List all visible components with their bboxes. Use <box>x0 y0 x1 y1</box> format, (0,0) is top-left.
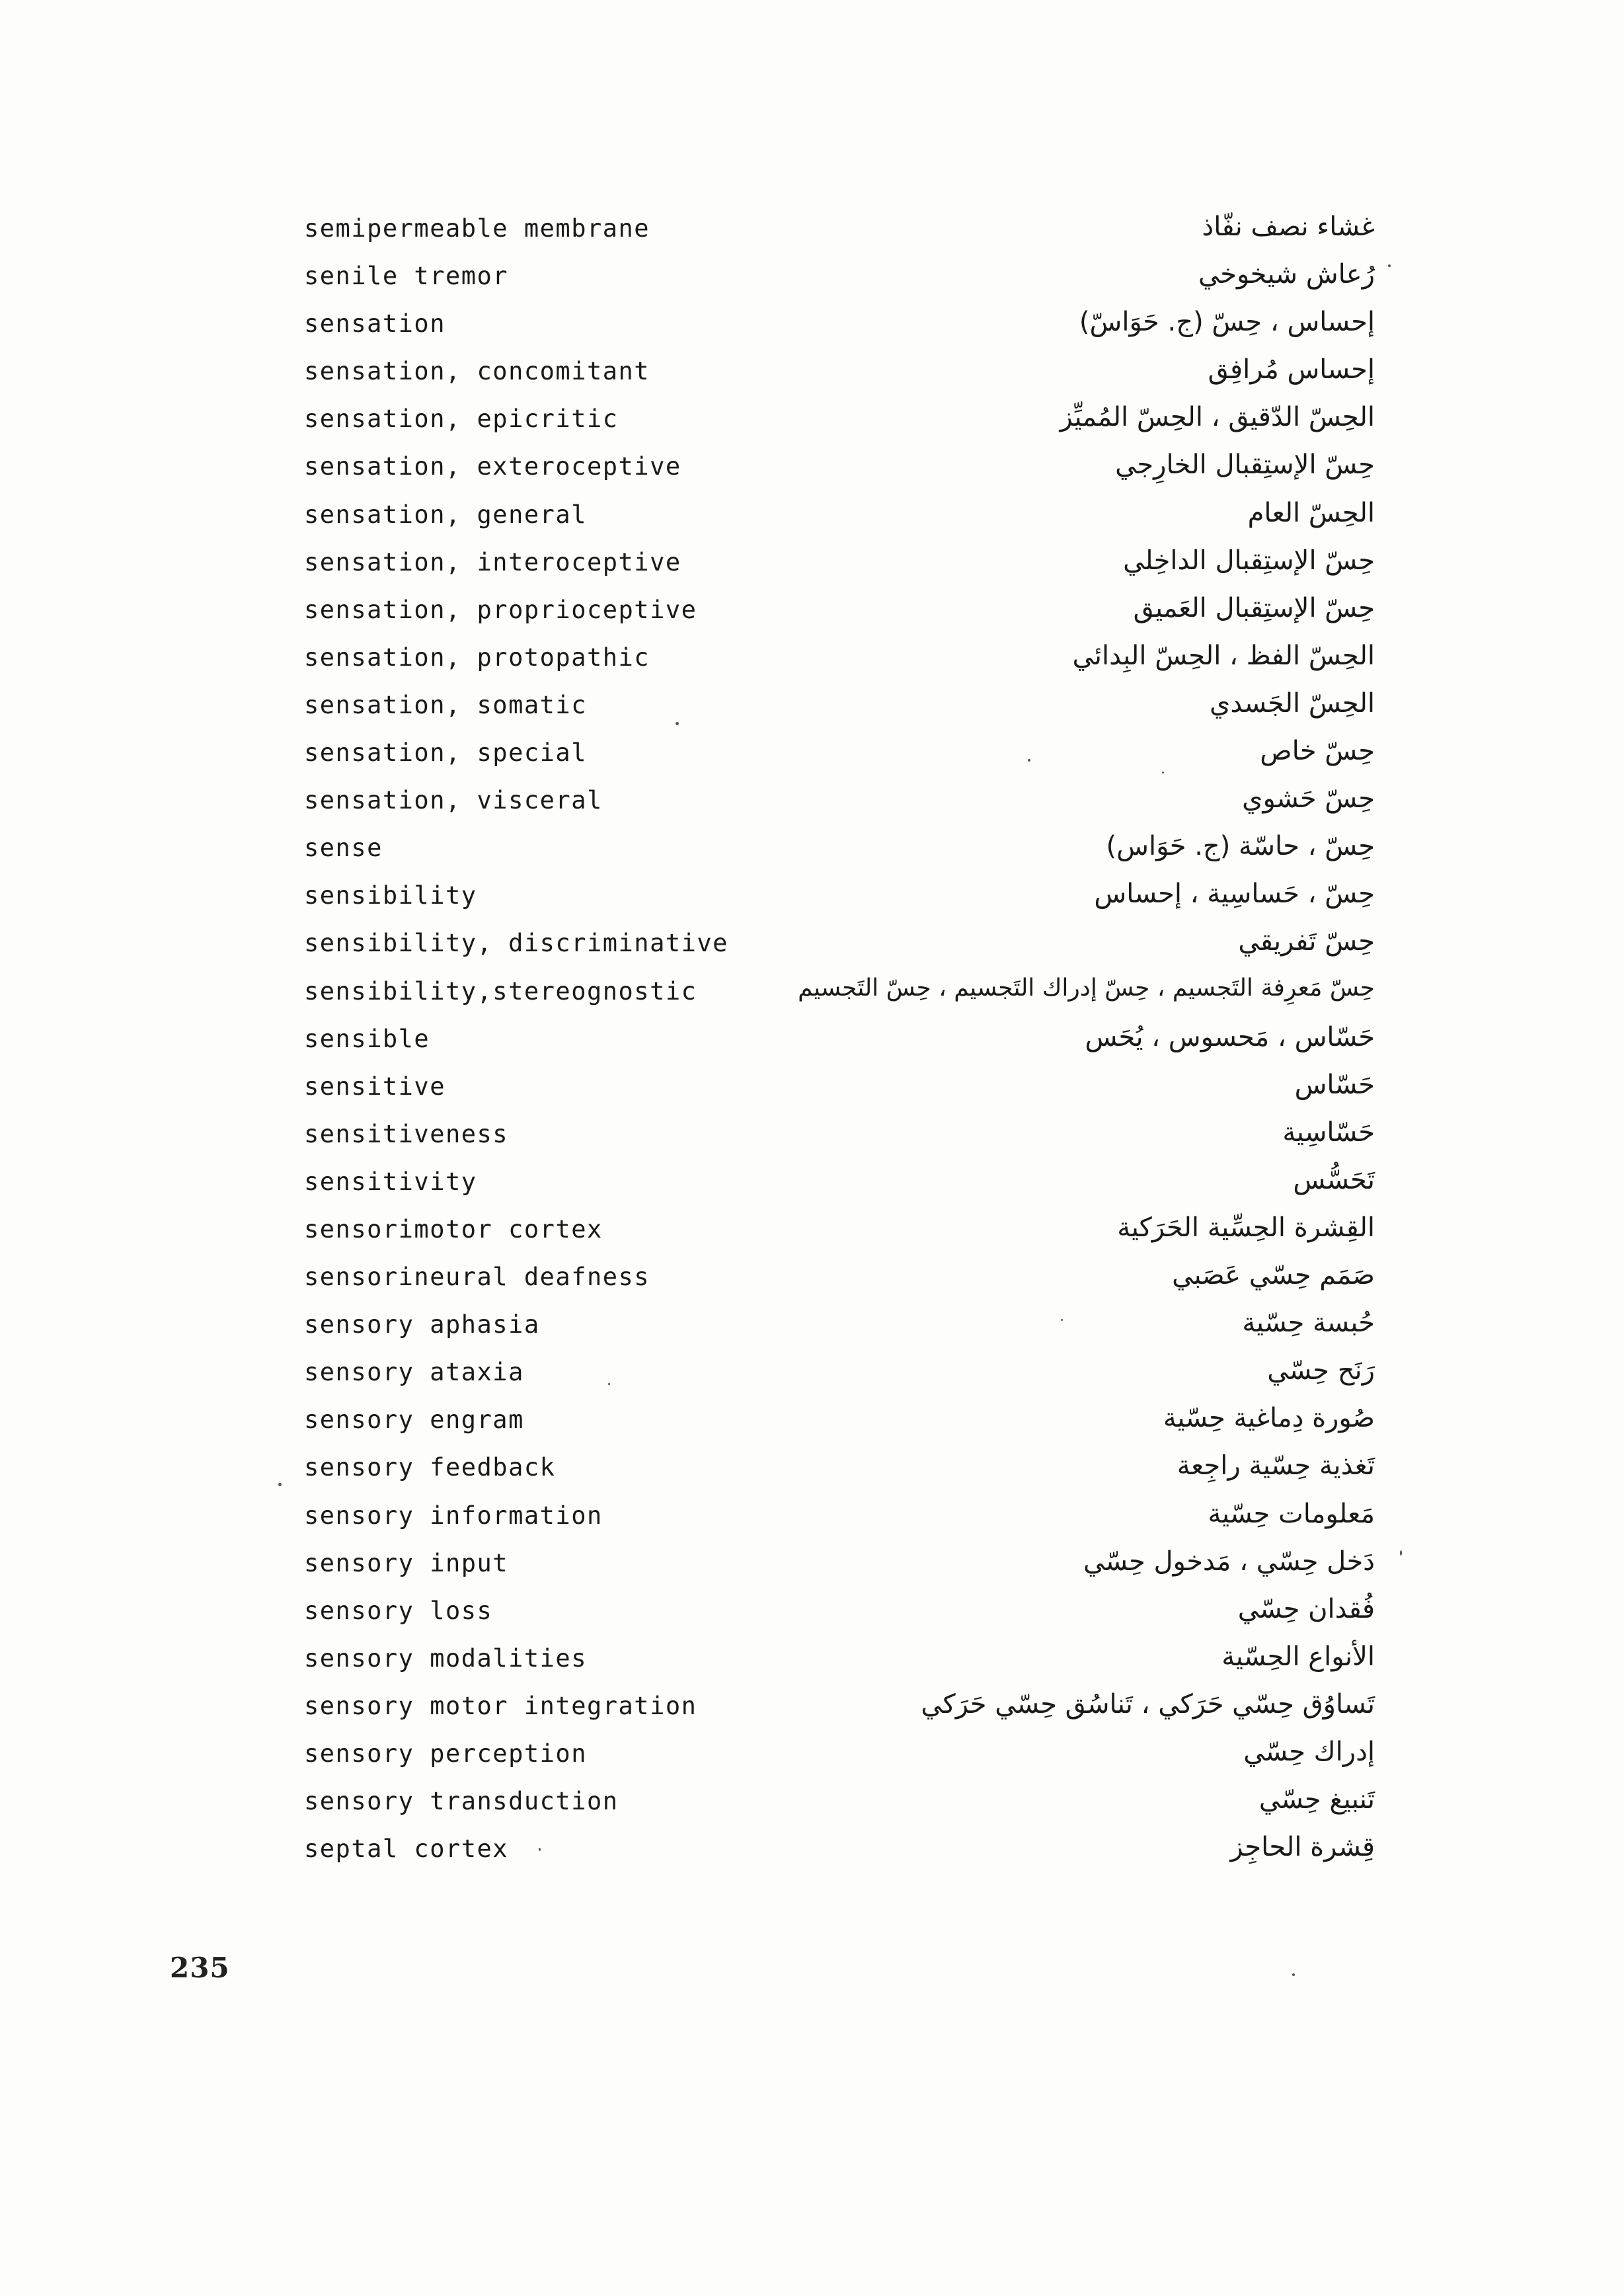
english-term: sensory engram <box>304 1405 524 1435</box>
page-number: 235 <box>170 1952 230 1984</box>
scan-speck <box>1388 264 1391 267</box>
scan-speck <box>676 722 679 725</box>
english-term: sensation, concomitant <box>304 357 650 386</box>
glossary-entry <box>304 973 1375 1021</box>
arabic-term: تَساوُق حِسّي حَرَكي ، تَناسُق حِسّي حَرَكي <box>921 1688 1375 1720</box>
arabic-term: حَسّاس <box>1294 1069 1375 1100</box>
scan-speck <box>278 1483 282 1486</box>
english-term: sensory ataxia <box>304 1358 524 1387</box>
english-term: senile tremor <box>304 262 509 291</box>
arabic-term: الحِسّ العام <box>1247 497 1375 528</box>
english-term: sensory motor integration <box>304 1691 697 1720</box>
english-term: sensation, special <box>304 738 587 768</box>
arabic-term: صَمَم حِسّي عَصَبي <box>1172 1260 1375 1291</box>
glossary-entry <box>304 544 1375 592</box>
english-term: sensitivity <box>304 1167 477 1196</box>
glossary-entry <box>304 353 1375 401</box>
scan-speck <box>1028 759 1030 762</box>
arabic-term: حِسّ ، حَساسِية ، إحساس <box>1094 879 1375 910</box>
english-term: sensory information <box>304 1501 603 1530</box>
glossary-entry <box>304 1688 1375 1735</box>
glossary-entry <box>304 1545 1375 1593</box>
arabic-term: إحساس ، حِسّ (ج. حَوَاسّ) <box>1079 307 1375 338</box>
english-term: sensation, general <box>304 500 587 529</box>
english-term: semipermeable membrane <box>304 214 650 243</box>
glossary-entry <box>304 1593 1375 1640</box>
glossary-entry <box>304 448 1375 496</box>
glossary-entry <box>304 925 1375 972</box>
english-term: sensation, epicritic <box>304 405 619 434</box>
english-term: sensory transduction <box>304 1787 619 1816</box>
scan-speck <box>1162 772 1164 773</box>
glossary-entry <box>304 1640 1375 1688</box>
glossary-list <box>304 210 1375 1878</box>
english-term: sensation, visceral <box>304 786 603 815</box>
arabic-term: حِسّ الإستِقبال الداخِلي <box>1123 545 1375 576</box>
english-term: sensory perception <box>304 1739 587 1768</box>
english-term: sensorineural deafness <box>304 1263 650 1292</box>
english-term: sensation, protopathic <box>304 643 650 672</box>
glossary-entry <box>304 1068 1375 1116</box>
english-term: sensation, exteroceptive <box>304 452 681 481</box>
arabic-term: تَحَسُّس <box>1293 1164 1375 1195</box>
glossary-entry <box>304 210 1375 258</box>
scan-speck <box>608 1383 610 1385</box>
arabic-term: صُورة دِماغية حِسّية <box>1163 1403 1375 1434</box>
scan-speck <box>1400 1550 1402 1556</box>
english-term: sensory input <box>304 1548 509 1577</box>
glossary-entry <box>304 639 1375 687</box>
glossary-entry <box>304 1735 1375 1783</box>
arabic-term: تَنبيغ حِسّي <box>1258 1784 1375 1815</box>
glossary-entry <box>304 687 1375 734</box>
glossary-entry <box>304 1831 1375 1878</box>
english-term: sensory aphasia <box>304 1310 540 1339</box>
english-term: sensation, somatic <box>304 690 587 719</box>
arabic-term: الحِسّ الدّقيق ، الحِسّ المُميِّز <box>1060 402 1375 433</box>
glossary-entry <box>304 830 1375 877</box>
arabic-term: حِسّ ، حاسّة (ج. حَوَاس) <box>1106 831 1375 862</box>
english-term: sensitiveness <box>304 1119 509 1148</box>
arabic-term: الحِسّ الجَسدي <box>1210 688 1375 719</box>
english-term: sensitive <box>304 1072 445 1101</box>
scan-speck <box>1292 1973 1295 1976</box>
glossary-entry <box>304 1259 1375 1306</box>
english-term: sensory feedback <box>304 1453 556 1482</box>
glossary-entry <box>304 305 1375 353</box>
glossary-entry <box>304 1783 1375 1831</box>
arabic-term: مَعلومات حِسّية <box>1208 1498 1375 1529</box>
english-term: sensation, proprioceptive <box>304 595 697 624</box>
glossary-entry <box>304 1402 1375 1449</box>
glossary-entry <box>304 401 1375 448</box>
arabic-term: رَنَح حِسّي <box>1267 1355 1375 1386</box>
arabic-term: حِسّ الإستِقبال العَميق <box>1133 592 1375 623</box>
glossary-entry <box>304 258 1375 305</box>
arabic-term: حِسّ الإستِقبال الخارِجي <box>1115 450 1375 481</box>
arabic-term: فُقدان حِسّي <box>1237 1593 1375 1624</box>
glossary-entry <box>304 1497 1375 1545</box>
arabic-term: حَسّاس ، مَحسوس ، يُحَس <box>1085 1021 1375 1052</box>
glossary-entry <box>304 1354 1375 1402</box>
glossary-entry <box>304 1116 1375 1164</box>
english-term: sensation <box>304 309 445 338</box>
english-term: sensory modalities <box>304 1643 587 1673</box>
glossary-entry <box>304 877 1375 925</box>
arabic-term: حِسّ خاص <box>1260 736 1375 767</box>
glossary-entry <box>304 782 1375 830</box>
glossary-entry <box>304 1449 1375 1497</box>
arabic-term: رُعاش شيخوخي <box>1198 259 1375 290</box>
arabic-term: حَسّاسِية <box>1282 1117 1375 1148</box>
glossary-entry <box>304 734 1375 782</box>
arabic-term: قِشرة الحاجِز <box>1230 1832 1375 1863</box>
english-term: septal cortex <box>304 1835 509 1864</box>
english-term: sensibility,stereognostic <box>304 976 697 1006</box>
arabic-term: الحِسّ الفظ ، الحِسّ البِدائي <box>1072 640 1375 671</box>
arabic-term: غشاء نصف نفّاذ <box>1202 212 1375 242</box>
glossary-entry <box>304 1306 1375 1354</box>
arabic-term: حِسّ تَفريقي <box>1238 926 1375 957</box>
scan-speck <box>539 1848 541 1851</box>
english-term: sense <box>304 834 383 863</box>
arabic-term: تَغذية حِسّية راجِعة <box>1177 1450 1375 1482</box>
english-term: sensible <box>304 1024 430 1053</box>
english-term: sensibility <box>304 881 477 910</box>
glossary-entry <box>304 1021 1375 1068</box>
glossary-entry <box>304 1211 1375 1259</box>
arabic-term: حُبسة حِسّية <box>1242 1308 1375 1339</box>
arabic-term: إحساس مُرافِق <box>1208 354 1375 385</box>
english-term: sensation, interoceptive <box>304 547 681 576</box>
arabic-term: الأنواع الحِسّية <box>1221 1641 1375 1672</box>
scan-speck <box>1061 1319 1063 1321</box>
arabic-term: إدراك حِسّي <box>1243 1737 1375 1767</box>
english-term: sensory loss <box>304 1596 493 1625</box>
english-term: sensorimotor cortex <box>304 1214 603 1244</box>
arabic-term: دَخل حِسّي ، مَدخول حِسّي <box>1083 1546 1375 1577</box>
arabic-term: حِسّ حَشوي <box>1242 783 1375 814</box>
glossary-entry <box>304 496 1375 544</box>
arabic-term: القِشرة الحِسِّية الحَرَكية <box>1117 1212 1375 1243</box>
english-term: sensibility, discriminative <box>304 929 728 958</box>
glossary-entry <box>304 1164 1375 1211</box>
glossary-entry <box>304 592 1375 639</box>
arabic-term: حِسّ مَعرِفة التَجسيم ، حِسّ إدراك التَجسيم ، حِسّ التَجسيم <box>798 974 1375 1002</box>
